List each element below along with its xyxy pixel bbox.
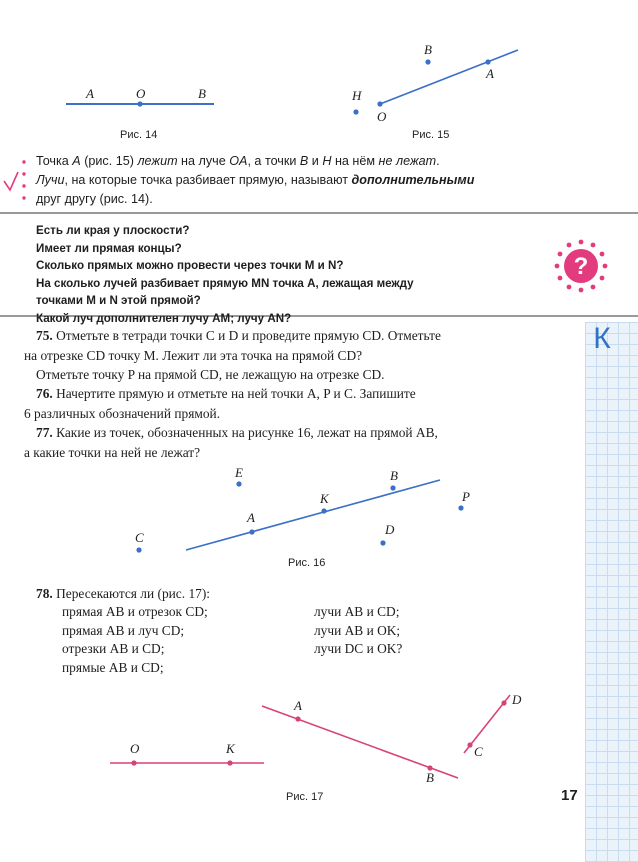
side-badge: К — [593, 322, 611, 355]
fig17-point-O — [131, 760, 136, 765]
fig16-label-P: P — [462, 489, 470, 504]
fig17-point-A — [295, 716, 300, 721]
exercise-78-left-column — [62, 603, 208, 677]
exercise-78-right-column — [314, 603, 402, 659]
fig16-label-C: C — [135, 530, 144, 545]
fig16-label-E: E — [235, 465, 243, 480]
fig15-point-A — [485, 59, 490, 64]
fig14-point-O — [137, 101, 142, 106]
exercise-75: 75. Отметьте в тетради точки C и D и проведите прямую CD. Отметьте на отрезке CD точку M. Лежит ли эта точка на прямой CD? Отметьте точку P на прямой CD, не лежащую на отрезке CD. — [24, 328, 441, 382]
bullet-dot-1 — [22, 160, 25, 163]
fig15-label-O: O — [377, 109, 387, 124]
bullet-dot-4 — [22, 196, 25, 199]
definition-line-1: Точка A (рис. 15) лежит на луче OA, а точки B и H на нём не лежат. — [36, 154, 440, 168]
fig16-label-B: B — [390, 468, 398, 483]
fig14-label-A: A — [86, 86, 94, 101]
definition-line-2: Лучи, на которые точка разбивает прямую, называют дополнительными — [36, 173, 475, 187]
fig15-label-A: A — [486, 66, 494, 81]
fig15-label-H: H — [352, 88, 362, 103]
fig17-point-D — [501, 700, 506, 705]
fig16-point-C — [136, 547, 141, 552]
fig17-label-K: K — [226, 741, 235, 756]
fig17-label-C: C — [474, 744, 483, 759]
exercise-76: 76. Начертите прямую и отметьте на ней точки A, P и C. Запишите 6 различных обозначений прямой. — [24, 386, 416, 421]
fig16-point-B — [390, 485, 395, 490]
question-6: Какой луч дополнителен лучу AM; лучу AN? — [36, 311, 292, 325]
fig15-ray — [380, 50, 518, 104]
fig16-label-D: D — [385, 522, 395, 537]
question-5: точками M и N этой прямой? — [36, 294, 201, 308]
fig17-label-A: A — [294, 698, 302, 713]
fig15-label-B: B — [424, 42, 432, 57]
fig16-point-E — [236, 481, 241, 486]
fig14-label-B: B — [198, 86, 206, 101]
page-number: 17 — [561, 787, 578, 804]
fig15-point-H — [353, 109, 358, 114]
bullet-dot-3 — [22, 184, 25, 187]
fig14-label-O: O — [136, 86, 146, 101]
exercise-75-number: 75. — [36, 328, 53, 343]
fig16-point-P — [458, 505, 463, 510]
fig16-line — [186, 480, 440, 550]
exercise-77: 77. Какие из точек, обозначенных на рисунке 16, лежат на прямой AB, а какие точки на ней не лежат? — [24, 425, 438, 460]
fig17-point-C — [467, 742, 472, 747]
question-box — [36, 222, 414, 328]
exercise-78-item: лучи AB и OK; — [314, 622, 401, 638]
fig17-caption: Рис. 17 — [286, 791, 324, 803]
definition-line-3: друг другу (рис. 14). — [36, 192, 153, 206]
svg-text:?: ? — [573, 253, 589, 280]
fig16-point-A — [249, 529, 254, 534]
exercise-78-number: 78. — [36, 586, 53, 601]
exercise-77-number: 77. — [36, 425, 53, 440]
fig16-point-K — [321, 508, 326, 513]
exercise-78-item: отрезки AB и CD; — [62, 641, 165, 656]
question-1: Есть ли края у плоскости? — [36, 224, 190, 237]
exercise-78-item: прямая AB и отрезок CD; — [62, 604, 208, 619]
fig17-point-K — [227, 760, 232, 765]
question-mark-icon — [553, 238, 609, 294]
fig15-point-B — [425, 59, 430, 64]
fig16-label-A: A — [247, 510, 255, 525]
fig15-caption: Рис. 15 — [412, 129, 450, 141]
fig17-label-B: B — [426, 770, 434, 785]
fig16-caption: Рис. 16 — [288, 557, 326, 569]
bullet-dot-2 — [22, 172, 25, 175]
question-4: На сколько лучей разбивает прямую MN точка A, лежащая между — [36, 276, 414, 290]
fig17-label-O: O — [130, 741, 140, 756]
question-3: Сколько прямых можно провести через точки M и N? — [36, 259, 344, 273]
exercise-78-item: прямые AB и CD; — [62, 659, 164, 675]
exercise-76-number: 76. — [36, 386, 53, 401]
check-icon — [4, 172, 18, 190]
fig15-point-O — [377, 101, 382, 106]
fig14-caption: Рис. 14 — [120, 129, 158, 141]
exercise-78-item: прямая AB и луч CD; — [62, 622, 185, 638]
fig17-label-D: D — [512, 692, 522, 707]
fig16-point-D — [380, 540, 385, 545]
fig16-label-K: K — [320, 491, 329, 506]
exercise-78-item: лучи DC и OK? — [314, 641, 403, 656]
question-2: Имеет ли прямая концы? — [36, 241, 182, 255]
exercise-78: 78. Пересекаются ли (рис. 17): — [36, 586, 211, 601]
exercise-78-item: лучи AB и CD; — [314, 604, 400, 619]
